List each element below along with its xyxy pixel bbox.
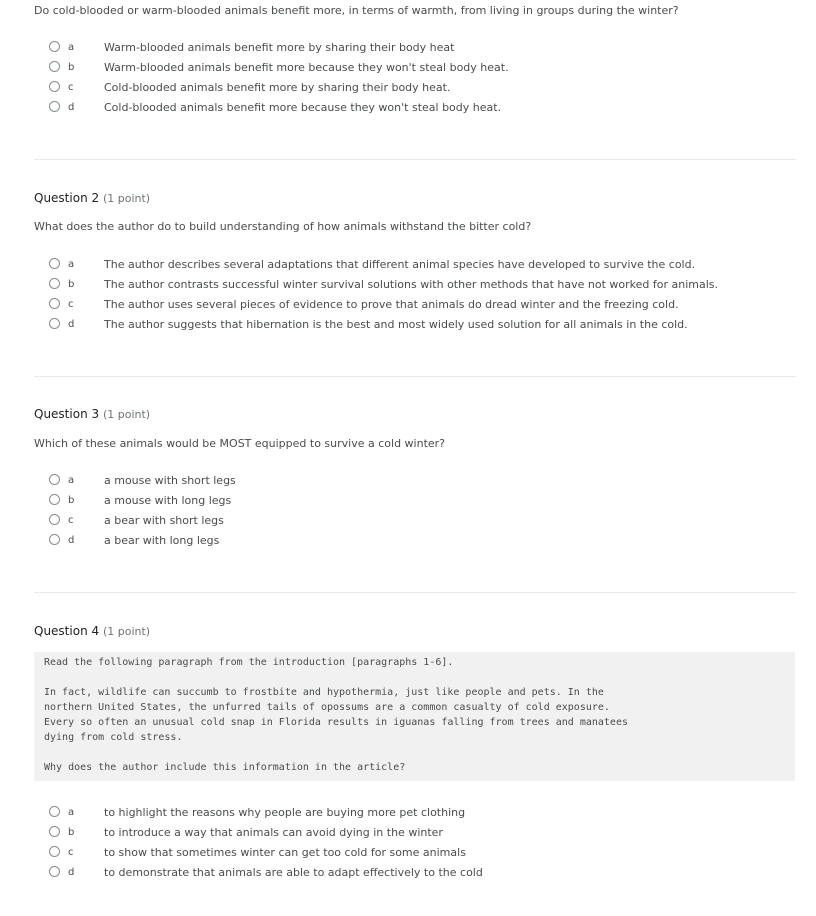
option-text-q2-a[interactable]: The author describes several adaptations that different animal species have developed to survive the cold. xyxy=(104,258,696,271)
radio-q2-c[interactable] xyxy=(49,298,60,309)
radio-q1-b[interactable] xyxy=(49,61,60,72)
option-text-q3-b[interactable]: a mouse with long legs xyxy=(104,494,232,507)
option-text-q1-b[interactable]: Warm-blooded animals benefit more because they won't steal body heat. xyxy=(104,61,509,74)
radio-q3-a[interactable] xyxy=(49,474,60,485)
option-letter: b xyxy=(68,495,75,506)
question-divider xyxy=(34,592,796,593)
radio-q4-a[interactable] xyxy=(49,806,60,817)
option-letter: c xyxy=(68,515,74,526)
question-2-header xyxy=(34,191,150,205)
option-letter: a xyxy=(68,42,75,53)
question-title: Question 3 xyxy=(34,407,100,421)
option-letter: d xyxy=(68,102,75,113)
radio-q4-c[interactable] xyxy=(49,846,60,857)
question-title: Question 4 xyxy=(34,624,100,638)
question-1-prompt: Do cold-blooded or warm-blooded animals benefit more, in terms of warmth, from living in groups during the winter? xyxy=(34,4,679,17)
option-text-q4-d[interactable]: to demonstrate that animals are able to adapt effectively to the cold xyxy=(104,866,483,879)
question-points: (1 point) xyxy=(102,192,151,205)
option-letter: b xyxy=(68,62,75,73)
radio-q3-c[interactable] xyxy=(49,514,60,525)
option-letter: d xyxy=(68,535,75,546)
question-title: Question 2 xyxy=(34,191,100,205)
option-text-q3-c[interactable]: a bear with short legs xyxy=(104,514,224,527)
option-text-q4-b[interactable]: to introduce a way that animals can avoid dying in the winter xyxy=(104,826,443,839)
question-3-header xyxy=(34,407,150,421)
option-letter: c xyxy=(68,847,74,858)
option-text-q2-d[interactable]: The author suggests that hibernation is the best and most widely used solution for all animals in the cold. xyxy=(104,318,688,331)
radio-q4-b[interactable] xyxy=(49,826,60,837)
passage-question-line: Why does the author include this information in the article? xyxy=(44,762,406,773)
radio-q1-a[interactable] xyxy=(49,41,60,52)
passage-line: northern United States, the unfurred tails of opossums are a common casualty of cold exposure. xyxy=(44,702,610,713)
option-text-q1-c[interactable]: Cold-blooded animals benefit more by sharing their body heat. xyxy=(104,81,451,94)
option-letter: d xyxy=(68,319,75,330)
radio-q1-c[interactable] xyxy=(49,81,60,92)
radio-q4-d[interactable] xyxy=(49,866,60,877)
question-divider xyxy=(34,376,796,377)
option-text-q2-c[interactable]: The author uses several pieces of evidence to prove that animals do dread winter and the freezing cold. xyxy=(104,298,679,311)
option-text-q2-b[interactable]: The author contrasts successful winter survival solutions with other methods that have not worked for animals. xyxy=(104,278,719,291)
option-letter: a xyxy=(68,807,75,818)
question-points: (1 point) xyxy=(102,625,151,638)
radio-q3-b[interactable] xyxy=(49,494,60,505)
option-text-q3-d[interactable]: a bear with long legs xyxy=(104,534,220,547)
radio-q2-b[interactable] xyxy=(49,278,60,289)
question-points: (1 point) xyxy=(102,408,151,421)
option-letter: a xyxy=(68,475,75,486)
option-letter: c xyxy=(68,82,74,93)
question-divider xyxy=(34,159,796,160)
question-3-prompt: Which of these animals would be MOST equipped to survive a cold winter? xyxy=(34,437,446,450)
option-text-q1-a[interactable]: Warm-blooded animals benefit more by sharing their body heat xyxy=(104,41,455,54)
passage-code-block xyxy=(34,652,795,781)
passage-line: In fact, wildlife can succumb to frostbite and hypothermia, just like people and pets. In the xyxy=(44,687,604,698)
radio-q2-a[interactable] xyxy=(49,258,60,269)
radio-q2-d[interactable] xyxy=(49,318,60,329)
option-text-q4-c[interactable]: to show that sometimes winter can get too cold for some animals xyxy=(104,846,466,859)
option-text-q1-d[interactable]: Cold-blooded animals benefit more because they won't steal body heat. xyxy=(104,101,502,114)
radio-q3-d[interactable] xyxy=(49,534,60,545)
question-4-header xyxy=(34,624,150,638)
option-letter: c xyxy=(68,299,74,310)
passage-line: Every so often an unusual cold snap in Florida results in iguanas falling from trees and manatees xyxy=(44,717,628,728)
passage-intro-line: Read the following paragraph from the introduction [paragraphs 1-6]. xyxy=(44,657,454,668)
option-text-q4-a[interactable]: to highlight the reasons why people are buying more pet clothing xyxy=(104,806,466,819)
option-letter: b xyxy=(68,279,75,290)
option-letter: d xyxy=(68,867,75,878)
option-letter: b xyxy=(68,827,75,838)
option-letter: a xyxy=(68,259,75,270)
passage-line: dying from cold stress. xyxy=(44,732,183,743)
question-2-prompt: What does the author do to build understanding of how animals withstand the bitter cold? xyxy=(34,220,532,233)
option-text-q3-a[interactable]: a mouse with short legs xyxy=(104,474,236,487)
radio-q1-d[interactable] xyxy=(49,101,60,112)
